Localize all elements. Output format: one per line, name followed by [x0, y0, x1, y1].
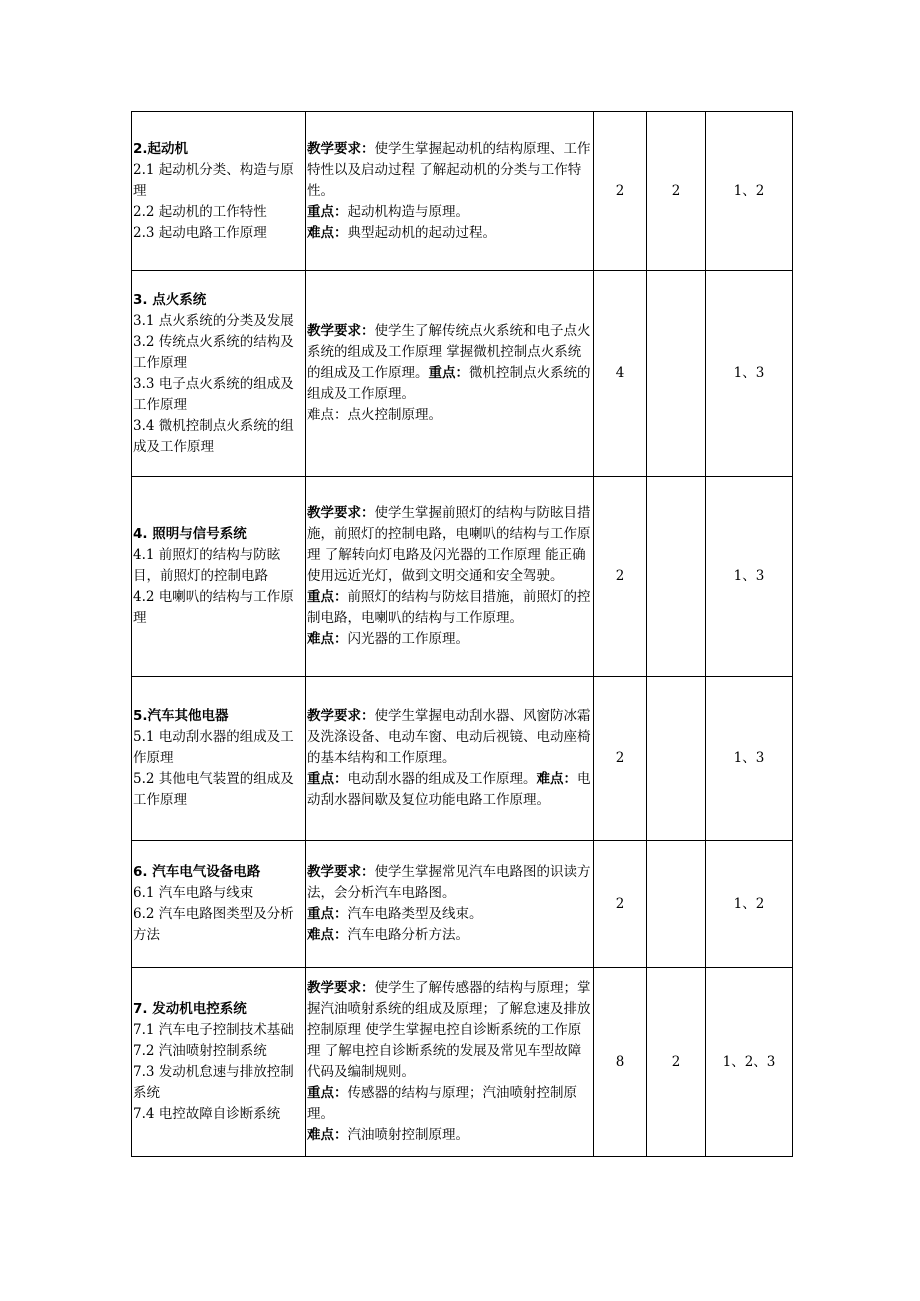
topic-item: 2.2 起动机的工作特性 [133, 203, 267, 220]
topic-item: 2.1 起动机分类、构造与原理 [133, 161, 294, 199]
objective-cell: 1、3 [706, 677, 793, 841]
hours-cell: 2 [594, 112, 647, 271]
topic-item: 3.2 传统点火系统的结构及工作原理 [133, 333, 294, 371]
topic-item: 7.2 汽油喷射控制系统 [133, 1043, 267, 1059]
hours-cell: 2 [594, 677, 647, 841]
topic-title: 3. 点火系统 [133, 291, 207, 308]
requirement-cell [306, 477, 594, 677]
topic-title: 4. 照明与信号系统 [133, 526, 247, 542]
topic-title: 6. 汽车电气设备电路 [133, 864, 261, 880]
difficulty-label: 难点： [536, 771, 577, 787]
difficulty-text: 汽油喷射控制原理。 [347, 1127, 469, 1143]
table-row [132, 841, 793, 968]
topic-title: 5.汽车其他电器 [133, 708, 229, 724]
difficulty-label: 难点： [307, 407, 348, 423]
objective-cell: 1、2、3 [706, 968, 793, 1157]
table-row [132, 968, 793, 1157]
key-point-text: 微机控制点火系统的组成及工作原理。 [307, 365, 591, 402]
hours-cell: 4 [594, 271, 647, 477]
hours-cell: 2 [594, 477, 647, 677]
topic-item: 4.2 电喇叭的结构与工作原理 [133, 589, 294, 626]
hours-cell: 8 [594, 968, 647, 1157]
key-point-text: 传感器的结构与原理；汽油喷射控制原理。 [307, 1085, 577, 1122]
hours-cell: 2 [594, 841, 647, 968]
key-point-text: 汽车电路类型及线束。 [347, 906, 483, 922]
objective-cell: 1、2 [706, 841, 793, 968]
table-row [132, 677, 793, 841]
requirement-cell [306, 968, 594, 1157]
topic-cell [132, 112, 306, 271]
key-point-text: 起动机构造与原理。 [347, 203, 469, 220]
practice-hours-cell: 2 [647, 968, 706, 1157]
difficulty-label: 难点： [307, 631, 348, 647]
requirement-text: 使学生掌握电动刮水器、风窗防冰霜及洗涤设备、电动车窗、电动后视镜、电动座椅的基本结构和工作原理。 [307, 708, 591, 766]
topic-item: 6.2 汽车电路图类型及分析方法 [133, 906, 294, 943]
topic-item: 7.4 电控故障自诊断系统 [133, 1106, 281, 1122]
requirement-cell [306, 677, 594, 841]
objective-cell: 1、3 [706, 271, 793, 477]
requirement-label: 教学要求： [307, 980, 375, 996]
practice-hours-cell [647, 841, 706, 968]
requirement-cell [306, 841, 594, 968]
topic-item: 7.1 汽车电子控制技术基础 [133, 1022, 294, 1038]
table-row [132, 271, 793, 477]
requirement-label: 教学要求： [307, 140, 375, 157]
requirement-text: 使学生了解传感器的结构与原理；掌握汽油喷射系统的组成及原理；了解怠速及排放控制原理 使学生掌握电控自诊断系统的工作原理 了解电控自诊断系统的发展及常见车型故障代码及编制规则。 [307, 980, 591, 1080]
table-row [132, 112, 793, 271]
syllabus-body [132, 112, 793, 1157]
topic-cell [132, 841, 306, 968]
requirement-cell [306, 112, 594, 271]
requirement-text: 使学生掌握常见汽车电路图的识读方法，会分析汽车电路图。 [307, 864, 591, 901]
topic-item: 4.1 前照灯的结构与防眩目，前照灯的控制电路 [133, 547, 281, 584]
practice-hours-cell [647, 477, 706, 677]
requirement-text: 使学生了解传统点火系统和电子点火系统的组成及工作原理 掌握微机控制点火系统的组成及工作原理。 [307, 323, 591, 381]
topic-item: 3.4 微机控制点火系统的组成及工作原理 [133, 417, 294, 455]
key-point-text: 前照灯的结构与防炫目措施，前照灯的控制电路，电喇叭的结构与工作原理。 [307, 589, 591, 626]
table-row [132, 477, 793, 677]
key-point-label: 重点： [307, 1085, 348, 1101]
topic-title: 2.起动机 [133, 140, 189, 157]
requirement-label: 教学要求： [307, 323, 375, 339]
requirement-text: 使学生掌握前照灯的结构与防眩目措施，前照灯的控制电路，电喇叭的结构与工作原理 了解转向灯电路及闪光器的工作原理 能正确使用远近光灯，做到文明交通和安全驾驶。 [307, 505, 591, 584]
topic-item: 3.1 点火系统的分类及发展 [133, 312, 294, 329]
requirement-label: 教学要求： [307, 864, 375, 880]
difficulty-text: 典型起动机的起动过程。 [347, 224, 496, 241]
syllabus-table [131, 111, 793, 1157]
objective-cell: 1、2 [706, 112, 793, 271]
topic-item: 5.2 其他电气装置的组成及工作原理 [133, 771, 294, 808]
practice-hours-cell [647, 677, 706, 841]
topic-cell [132, 968, 306, 1157]
topic-item: 7.3 发动机怠速与排放控制系统 [133, 1064, 294, 1101]
difficulty-label: 难点： [307, 927, 348, 943]
requirement-label: 教学要求： [307, 505, 375, 521]
key-point-label: 重点： [428, 365, 469, 381]
topic-item: 6.1 汽车电路与线束 [133, 885, 254, 901]
requirement-label: 教学要求： [307, 708, 375, 724]
topic-title: 7. 发动机电控系统 [133, 1001, 247, 1017]
difficulty-text: 点火控制原理。 [347, 407, 442, 423]
key-point-label: 重点： [307, 589, 348, 605]
topic-cell [132, 271, 306, 477]
objective-cell: 1、3 [706, 477, 793, 677]
requirement-cell [306, 271, 594, 477]
key-point-label: 重点： [307, 203, 348, 220]
topic-item: 2.3 起动电路工作原理 [133, 224, 267, 241]
difficulty-text: 闪光器的工作原理。 [347, 631, 469, 647]
practice-hours-cell [647, 271, 706, 477]
difficulty-label: 难点： [307, 1127, 348, 1143]
topic-item: 5.1 电动刮水器的组成及工作原理 [133, 729, 294, 766]
topic-cell [132, 677, 306, 841]
key-point-label: 重点： [307, 771, 348, 787]
topic-cell [132, 477, 306, 677]
practice-hours-cell: 2 [647, 112, 706, 271]
difficulty-text: 电动刮水器间歇及复位功能电路工作原理。 [307, 771, 591, 808]
key-point-label: 重点： [307, 906, 348, 922]
difficulty-label: 难点： [307, 224, 348, 241]
difficulty-text: 汽车电路分析方法。 [347, 927, 469, 943]
requirement-text: 使学生掌握起动机的结构原理、工作特性以及启动过程 了解起动机的分类与工作特性。 [307, 140, 591, 199]
topic-item: 3.3 电子点火系统的组成及工作原理 [133, 375, 294, 413]
key-point-text: 电动刮水器的组成及工作原理。 [347, 771, 537, 787]
